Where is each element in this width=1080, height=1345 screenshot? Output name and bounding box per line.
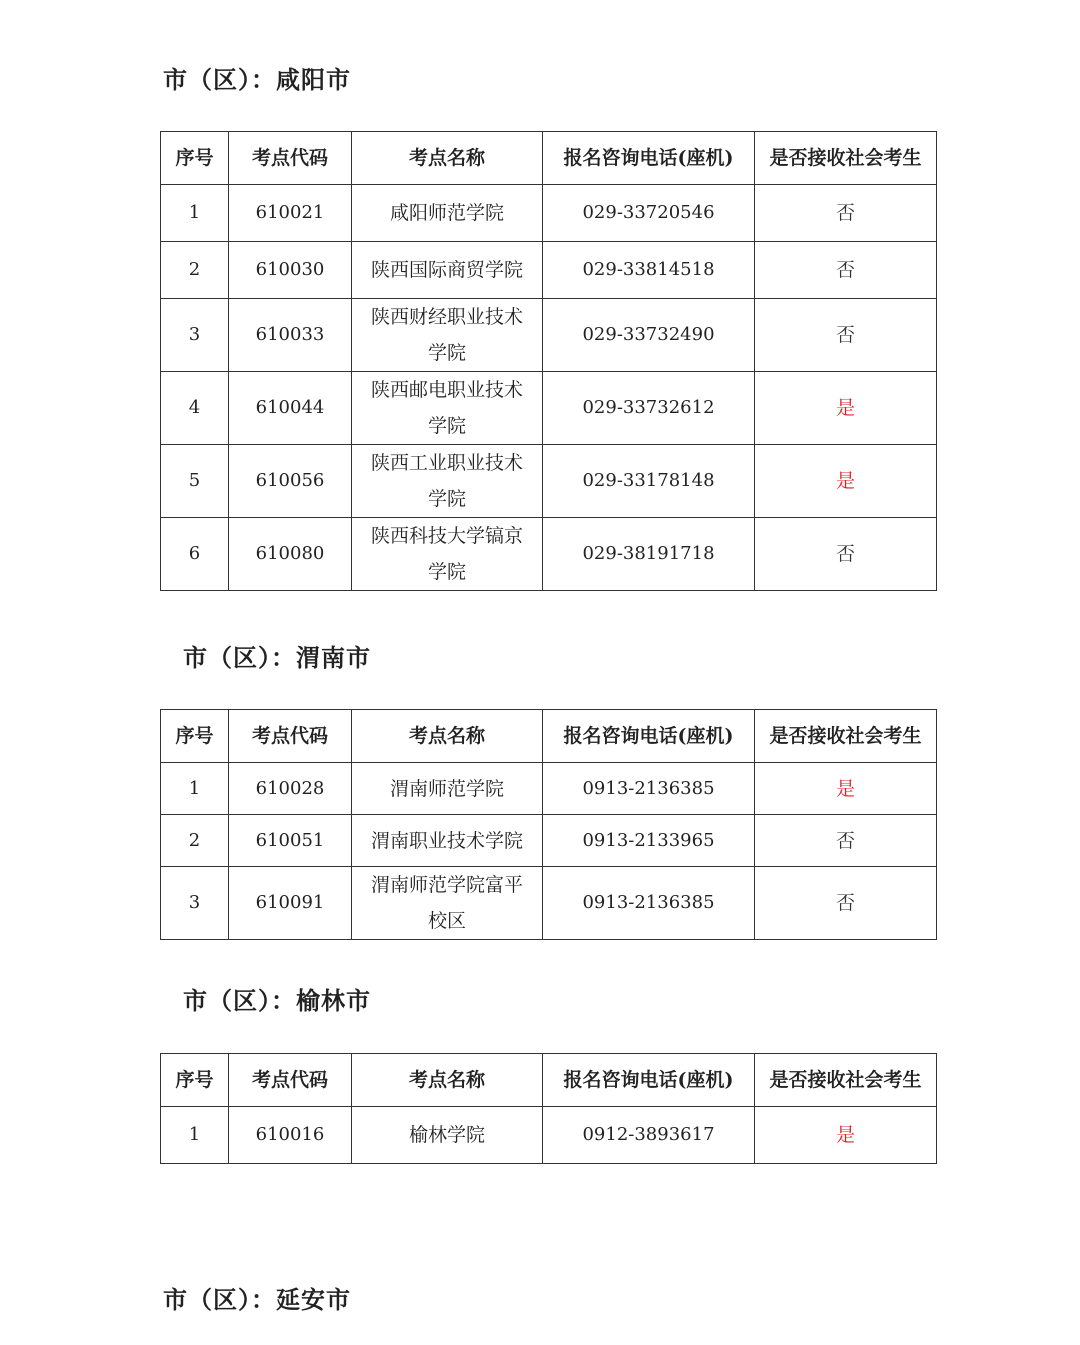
header-phone: 报名咨询电话(座机) bbox=[543, 132, 755, 185]
row-idx: 2 bbox=[161, 815, 229, 867]
table-row bbox=[161, 518, 937, 591]
header-code: 考点代码 bbox=[229, 710, 352, 763]
header-phone: 报名咨询电话(座机) bbox=[543, 710, 755, 763]
table-xianyang bbox=[160, 131, 937, 591]
table-row bbox=[161, 242, 937, 299]
row-accept: 否 bbox=[755, 185, 937, 242]
row-phone: 029-33178148 bbox=[543, 445, 755, 518]
row-idx: 5 bbox=[161, 445, 229, 518]
table-header-row bbox=[161, 1054, 937, 1107]
row-phone: 0913-2136385 bbox=[543, 763, 755, 815]
table-header-row bbox=[161, 132, 937, 185]
header-accept: 是否接收社会考生 bbox=[755, 710, 937, 763]
table-row bbox=[161, 372, 937, 445]
header-name: 考点名称 bbox=[352, 132, 543, 185]
header-phone: 报名咨询电话(座机) bbox=[543, 1054, 755, 1107]
row-phone: 0912-3893617 bbox=[543, 1107, 755, 1164]
header-idx: 序号 bbox=[161, 710, 229, 763]
row-idx: 6 bbox=[161, 518, 229, 591]
row-code: 610080 bbox=[229, 518, 352, 591]
section-title-xianyang: 市（区）：咸阳市 bbox=[163, 65, 351, 94]
row-code: 610016 bbox=[229, 1107, 352, 1164]
row-idx: 3 bbox=[161, 299, 229, 372]
row-code: 610030 bbox=[229, 242, 352, 299]
row-name: 陕西国际商贸学院 bbox=[352, 242, 543, 299]
row-code: 610056 bbox=[229, 445, 352, 518]
header-code: 考点代码 bbox=[229, 132, 352, 185]
table-weinan bbox=[160, 709, 937, 940]
row-phone: 029-33732490 bbox=[543, 299, 755, 372]
row-code: 610051 bbox=[229, 815, 352, 867]
row-idx: 3 bbox=[161, 867, 229, 940]
table-row bbox=[161, 763, 937, 815]
section-title-yanan: 市（区）：延安市 bbox=[163, 1285, 351, 1314]
row-name: 渭南师范学院 bbox=[352, 763, 543, 815]
row-phone: 0913-2136385 bbox=[543, 867, 755, 940]
row-name: 渭南师范学院富平校区 bbox=[352, 867, 543, 940]
table-row bbox=[161, 815, 937, 867]
section-title-yulin: 市（区）：榆林市 bbox=[183, 986, 371, 1015]
row-name: 陕西邮电职业技术学院 bbox=[352, 372, 543, 445]
table-row bbox=[161, 299, 937, 372]
header-name: 考点名称 bbox=[352, 710, 543, 763]
row-phone: 029-33732612 bbox=[543, 372, 755, 445]
row-idx: 1 bbox=[161, 763, 229, 815]
row-name: 陕西财经职业技术学院 bbox=[352, 299, 543, 372]
header-idx: 序号 bbox=[161, 132, 229, 185]
row-name: 咸阳师范学院 bbox=[352, 185, 543, 242]
header-code: 考点代码 bbox=[229, 1054, 352, 1107]
row-name: 渭南职业技术学院 bbox=[352, 815, 543, 867]
row-accept: 是 bbox=[755, 1107, 937, 1164]
row-accept: 否 bbox=[755, 518, 937, 591]
header-name: 考点名称 bbox=[352, 1054, 543, 1107]
row-phone: 029-33814518 bbox=[543, 242, 755, 299]
row-accept: 是 bbox=[755, 372, 937, 445]
table-row bbox=[161, 445, 937, 518]
row-accept: 否 bbox=[755, 815, 937, 867]
row-phone: 029-38191718 bbox=[543, 518, 755, 591]
table-row bbox=[161, 1107, 937, 1164]
row-idx: 1 bbox=[161, 185, 229, 242]
row-code: 610091 bbox=[229, 867, 352, 940]
row-accept: 是 bbox=[755, 445, 937, 518]
row-accept: 否 bbox=[755, 242, 937, 299]
table-yulin bbox=[160, 1053, 937, 1164]
section-title-weinan: 市（区）：渭南市 bbox=[183, 643, 371, 672]
row-code: 610021 bbox=[229, 185, 352, 242]
row-code: 610033 bbox=[229, 299, 352, 372]
row-idx: 4 bbox=[161, 372, 229, 445]
row-name: 榆林学院 bbox=[352, 1107, 543, 1164]
row-accept: 是 bbox=[755, 763, 937, 815]
table-row bbox=[161, 867, 937, 940]
header-idx: 序号 bbox=[161, 1054, 229, 1107]
header-accept: 是否接收社会考生 bbox=[755, 1054, 937, 1107]
row-name: 陕西工业职业技术学院 bbox=[352, 445, 543, 518]
row-code: 610028 bbox=[229, 763, 352, 815]
row-accept: 否 bbox=[755, 867, 937, 940]
row-phone: 029-33720546 bbox=[543, 185, 755, 242]
row-idx: 1 bbox=[161, 1107, 229, 1164]
row-name: 陕西科技大学镐京学院 bbox=[352, 518, 543, 591]
table-header-row bbox=[161, 710, 937, 763]
row-accept: 否 bbox=[755, 299, 937, 372]
row-idx: 2 bbox=[161, 242, 229, 299]
table-row bbox=[161, 185, 937, 242]
row-phone: 0913-2133965 bbox=[543, 815, 755, 867]
header-accept: 是否接收社会考生 bbox=[755, 132, 937, 185]
row-code: 610044 bbox=[229, 372, 352, 445]
